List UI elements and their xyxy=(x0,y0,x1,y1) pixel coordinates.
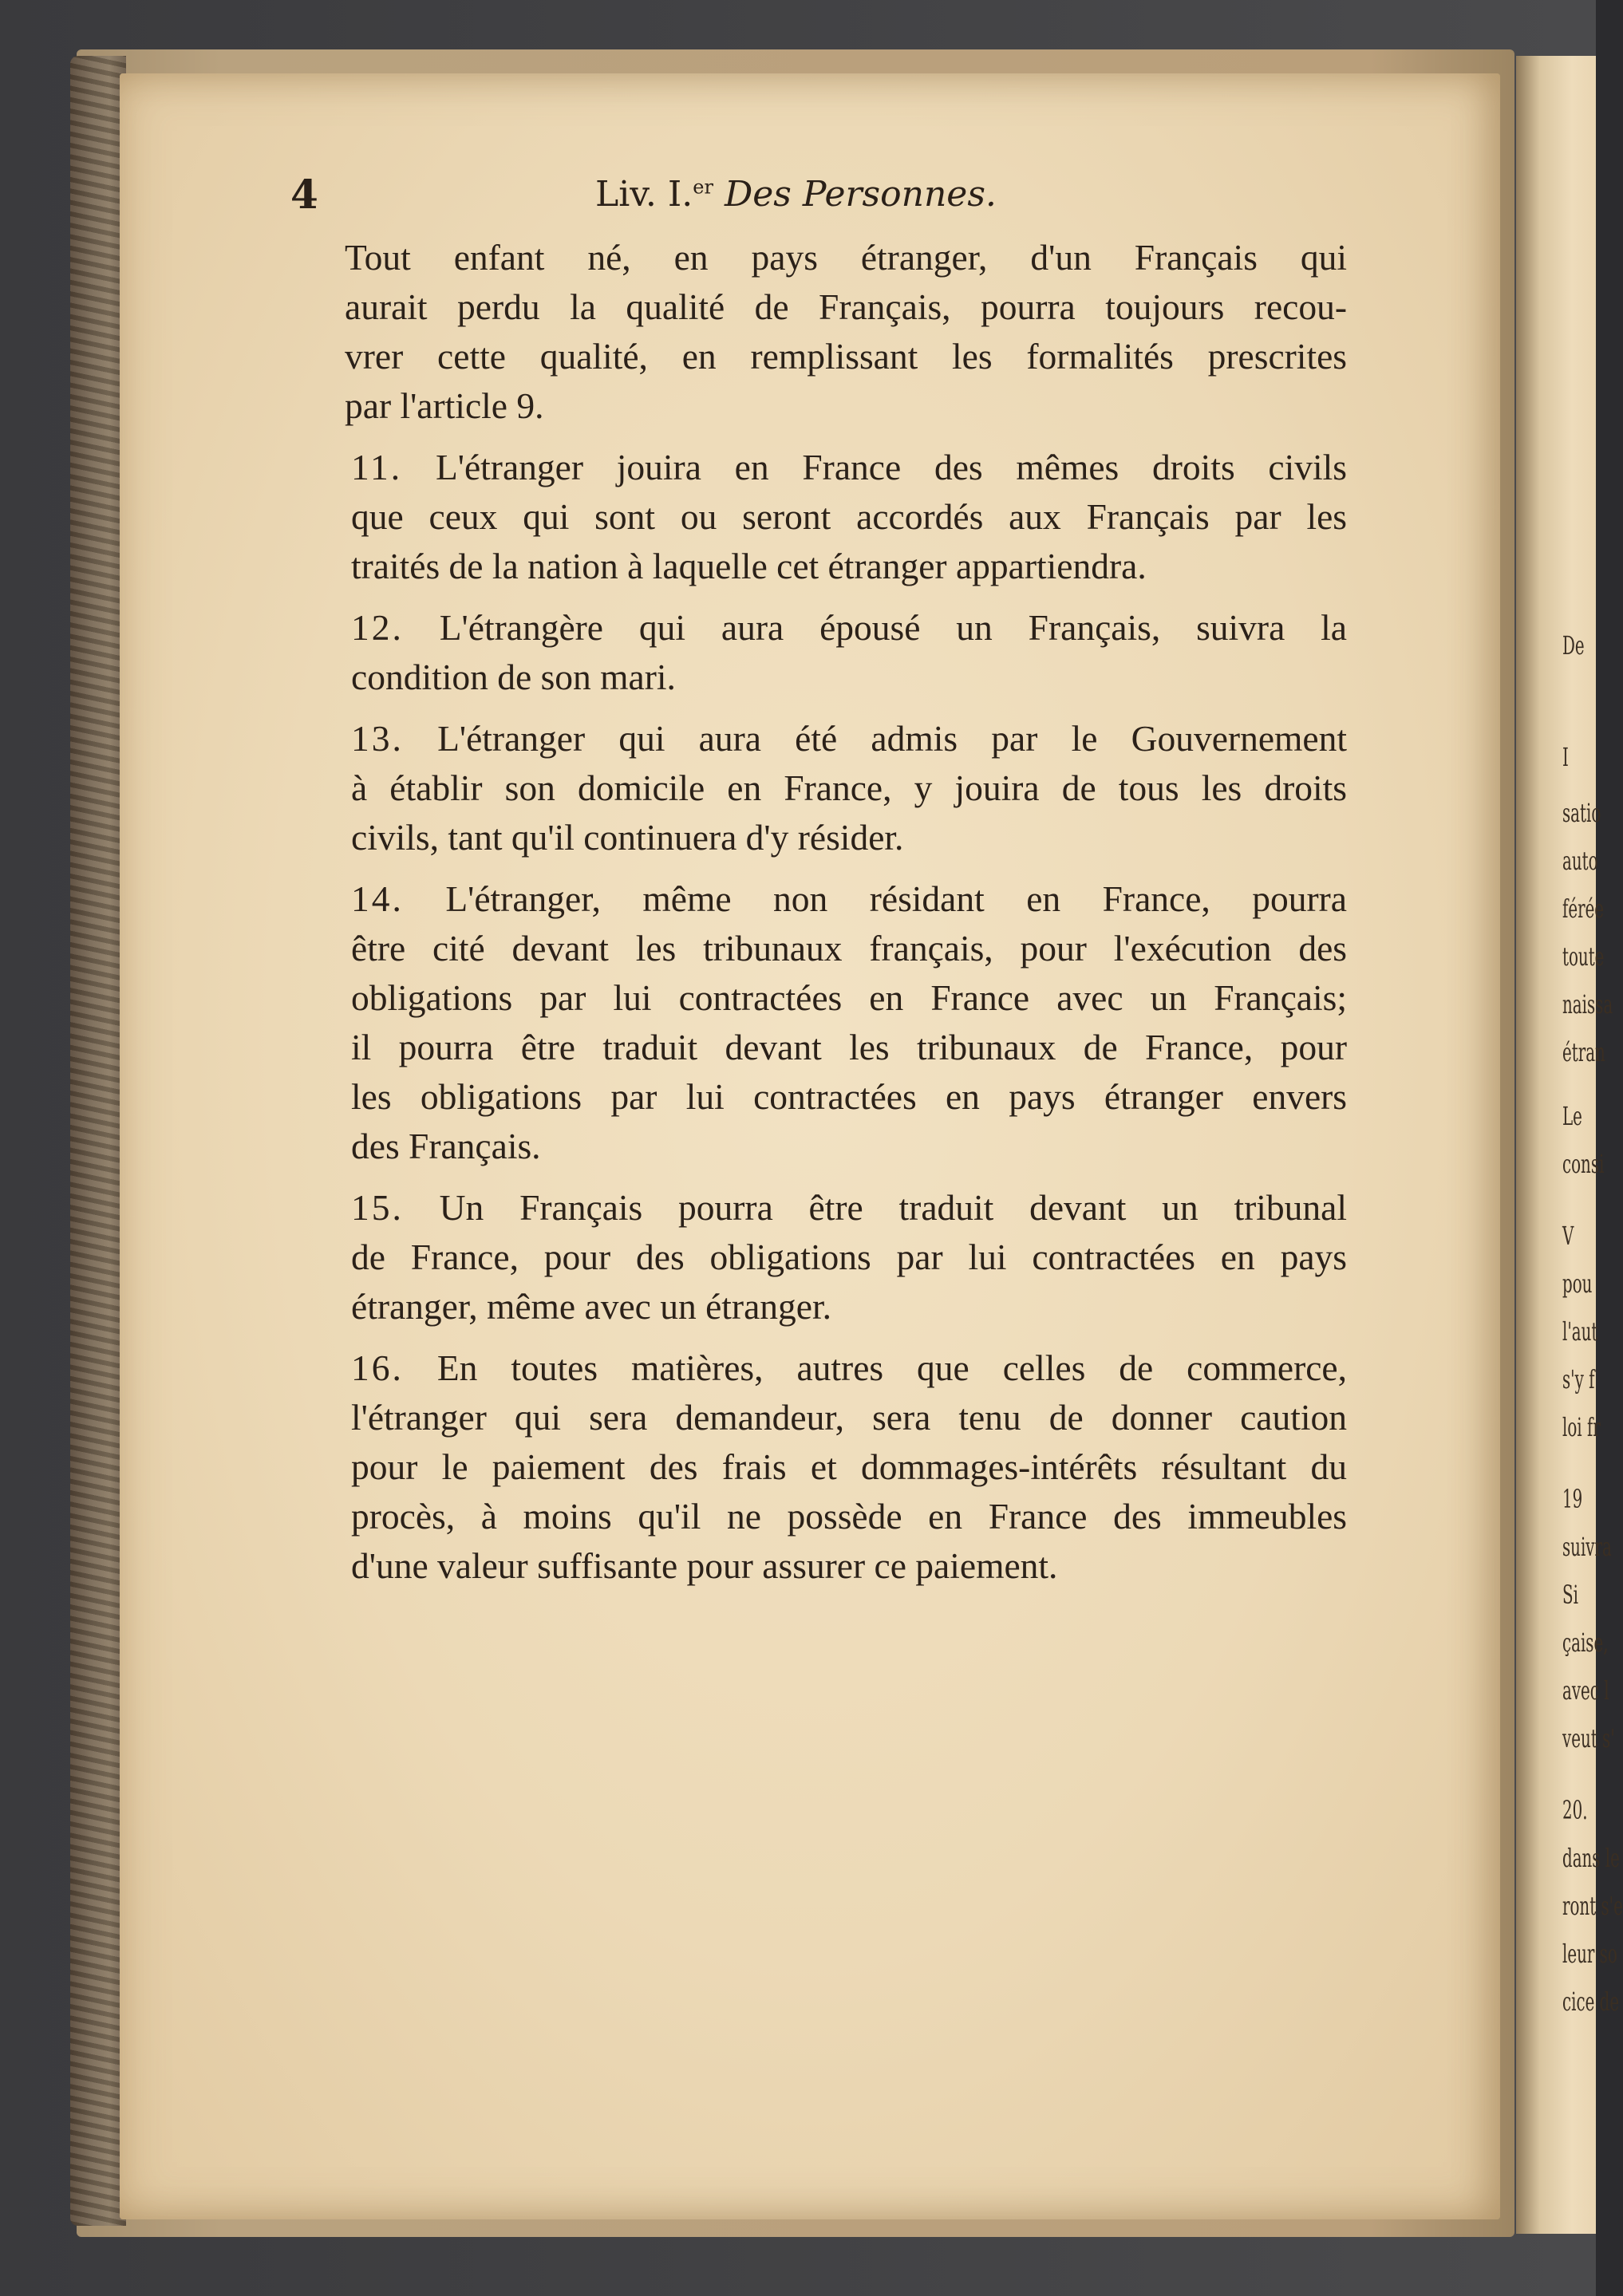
text-line: des Français. xyxy=(351,1126,541,1166)
text-line: obligations par lui contractées en France avec un Français; xyxy=(351,977,1347,1018)
facing-page-fragment: l'aut xyxy=(1562,1316,1598,1347)
text-line xyxy=(294,443,1347,492)
page-number: 4 xyxy=(290,171,318,218)
facing-page-fragment: auto xyxy=(1562,846,1598,876)
running-head-prefix: Liv. I. xyxy=(595,174,693,215)
text-line: que ceux qui sont ou seront accordés aux Français par les xyxy=(351,496,1347,537)
article-paragraph xyxy=(294,603,1347,702)
body-text xyxy=(294,233,1347,1603)
facing-page-fragment: 20. xyxy=(1562,1795,1588,1825)
text-line: traités de la nation à laquelle cet étranger appartiendra. xyxy=(351,546,1147,586)
continuation-paragraph xyxy=(294,233,1347,431)
marbled-spine xyxy=(70,56,126,2226)
facing-page-fragment: De xyxy=(1562,630,1585,661)
facing-page-fragment: étran xyxy=(1562,1037,1605,1067)
running-head-title: Des Personnes. xyxy=(724,174,997,215)
article-number: 14. xyxy=(351,878,404,919)
text-line xyxy=(294,1183,1347,1233)
article-paragraph xyxy=(294,1343,1347,1591)
article-paragraph xyxy=(294,874,1347,1171)
text-line: vrer cette qualité, en remplissant les formalités prescrites xyxy=(345,336,1347,377)
facing-page-fragment: dans le xyxy=(1562,1843,1620,1873)
facing-page-fragment: naissa xyxy=(1562,989,1613,1020)
article-text: L'étranger, même non résidant en France, pourra xyxy=(445,878,1348,919)
facing-page-fragment: veut s' xyxy=(1562,1723,1615,1754)
text-line: pour le paiement des frais et dommages-intérêts résultant du xyxy=(351,1446,1347,1487)
text-line xyxy=(294,714,1347,763)
facing-page-fragment: Le xyxy=(1562,1101,1582,1131)
facing-page-fragment: consi xyxy=(1562,1149,1605,1179)
text-line: civils, tant qu'il continuera d'y résider. xyxy=(351,817,904,858)
text-line: les obligations par lui contractées en pays étranger envers xyxy=(351,1076,1347,1117)
article-number: 15. xyxy=(351,1187,404,1228)
facing-page-fragment: suivra xyxy=(1562,1532,1612,1562)
facing-page-fragment: cice de xyxy=(1562,1986,1620,2017)
facing-page-fragment: leur so xyxy=(1562,1939,1617,1969)
facing-page-edge xyxy=(1516,56,1623,2234)
running-head-superscript: er xyxy=(693,176,713,199)
article-text: L'étrangère qui aura épousé un Français, suivra la xyxy=(439,607,1348,648)
article-number: 12. xyxy=(351,607,404,648)
facing-page-fragment: 19 xyxy=(1562,1484,1583,1514)
facing-page-fragment: ront s'e xyxy=(1562,1891,1623,1921)
text-line: à établir son domicile en France, y jouira de tous les droits xyxy=(351,767,1347,808)
article-text: En toutes matières, autres que celles de commerce, xyxy=(436,1347,1347,1388)
text-line: procès, à moins qu'il ne possède en France des immeubles xyxy=(351,1496,1347,1537)
text-line xyxy=(294,1343,1347,1393)
article-text: Un Français pourra être traduit devant un tribunal xyxy=(439,1187,1347,1228)
facing-page-fragment: loi fr xyxy=(1562,1412,1601,1442)
text-line: il pourra être traduit devant les tribunaux de France, pour xyxy=(351,1027,1347,1067)
facing-page-fragment: pou xyxy=(1562,1268,1593,1299)
article-paragraph xyxy=(294,714,1347,862)
article-text: L'étranger jouira en France des mêmes droits civils xyxy=(435,447,1348,487)
facing-page-fragment: V xyxy=(1562,1221,1574,1251)
article-number: 11. xyxy=(351,447,403,487)
facing-page-fragment: I xyxy=(1562,742,1569,772)
article-number: 16. xyxy=(351,1347,404,1388)
text-line: d'une valeur suffisante pour assurer ce paiement. xyxy=(351,1545,1058,1586)
facing-page-fragment: s'y f xyxy=(1562,1364,1595,1395)
facing-page-fragment: avec l xyxy=(1562,1675,1609,1706)
text-line: étranger, même avec un étranger. xyxy=(351,1286,831,1327)
article-number: 13. xyxy=(351,718,404,759)
text-line: de France, pour des obligations par lui contractées en pays xyxy=(351,1237,1347,1277)
text-line: par l'article 9. xyxy=(345,385,544,426)
text-line: l'étranger qui sera demandeur, sera tenu de donner caution xyxy=(351,1397,1347,1438)
facing-page-fragment: satio xyxy=(1562,798,1601,828)
facing-page-fragment: çaise, xyxy=(1562,1627,1609,1658)
facing-page-fragment: férée xyxy=(1562,894,1605,924)
text-line: être cité devant les tribunaux français, pour l'exécution des xyxy=(351,928,1347,969)
text-line: aurait perdu la qualité de Français, pourra toujours recou- xyxy=(345,286,1347,327)
article-paragraph xyxy=(294,443,1347,591)
text-line xyxy=(294,874,1347,924)
text-line: condition de son mari. xyxy=(351,657,676,697)
text-line: Tout enfant né, en pays étranger, d'un Français qui xyxy=(345,237,1347,278)
article-text: L'étranger qui aura été admis par le Gouvernement xyxy=(437,718,1348,759)
page-header xyxy=(290,171,1360,227)
facing-page-fragment: toute xyxy=(1562,941,1605,972)
facing-page-fragment: Si xyxy=(1562,1580,1578,1610)
text-line xyxy=(294,603,1347,653)
article-paragraph xyxy=(294,1183,1347,1331)
running-head xyxy=(595,174,997,215)
